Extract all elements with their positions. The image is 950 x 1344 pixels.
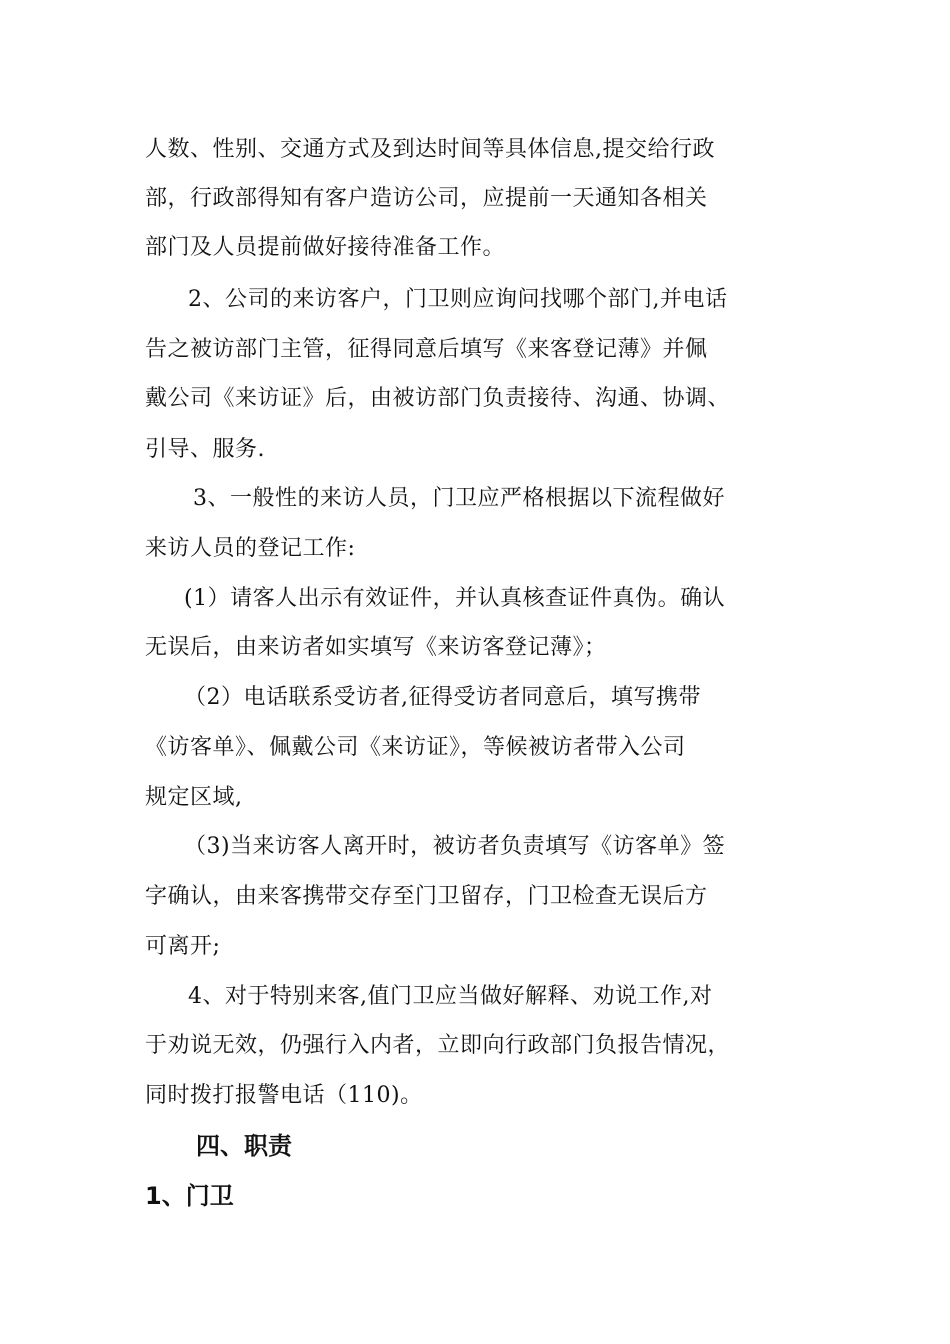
text-line: (1）请客人出示有效证件，并认真核查证件真伪。确认 <box>184 586 726 611</box>
text-line: 部，行政部得知有客户造访公司，应提前一天通知各相关 <box>145 186 708 211</box>
text-line: （3)当来访客人离开时，被访者负责填写《访客单》签 <box>184 834 726 859</box>
text-line: 规定区域, <box>145 785 243 810</box>
text-line: 人数、性别、交通方式及到达时间等具体信息,提交给行政 <box>145 137 715 162</box>
text-line: 部门及人员提前做好接待准备工作。 <box>145 235 506 260</box>
text-line: 《访客单》、佩戴公司《来访证》，等候被访者带入公司 <box>145 735 686 760</box>
text-line: 字确认，由来客携带交存至门卫留存，门卫检查无误后方 <box>145 884 708 909</box>
text-line: （2）电话联系受访者,征得受访者同意后，填写携带 <box>184 685 701 710</box>
text-line: 于劝说无效，仍强行入内者，立即向行政部门负报告情况， <box>145 1033 731 1058</box>
text-line: 戴公司《来访证》后，由被访部门负责接待、沟通、协调、 <box>145 386 731 411</box>
text-line: 4、对于特别来客,值门卫应当做好解释、劝说工作,对 <box>188 984 713 1009</box>
text-line: 3、一般性的来访人员，门卫应严格根据以下流程做好 <box>193 486 725 511</box>
text-line: 无误后，由来访者如实填写《来访客登记薄》； <box>145 635 607 660</box>
text-line: 同时拨打报警电话（110)。 <box>145 1083 423 1108</box>
text-line: 引导、服务. <box>145 437 265 462</box>
text-line: 可离开; <box>145 934 221 959</box>
text-line: 2、公司的来访客户，门卫则应询问找哪个部门,并电话 <box>188 287 728 312</box>
text-line: 告之被访部门主管，征得同意后填写《来客登记薄》并佩 <box>145 337 708 362</box>
text-line: 来访人员的登记工作: <box>145 536 356 561</box>
sub-heading: 1、门卫 <box>145 1182 234 1210</box>
section-heading: 四、职责 <box>196 1132 292 1160</box>
